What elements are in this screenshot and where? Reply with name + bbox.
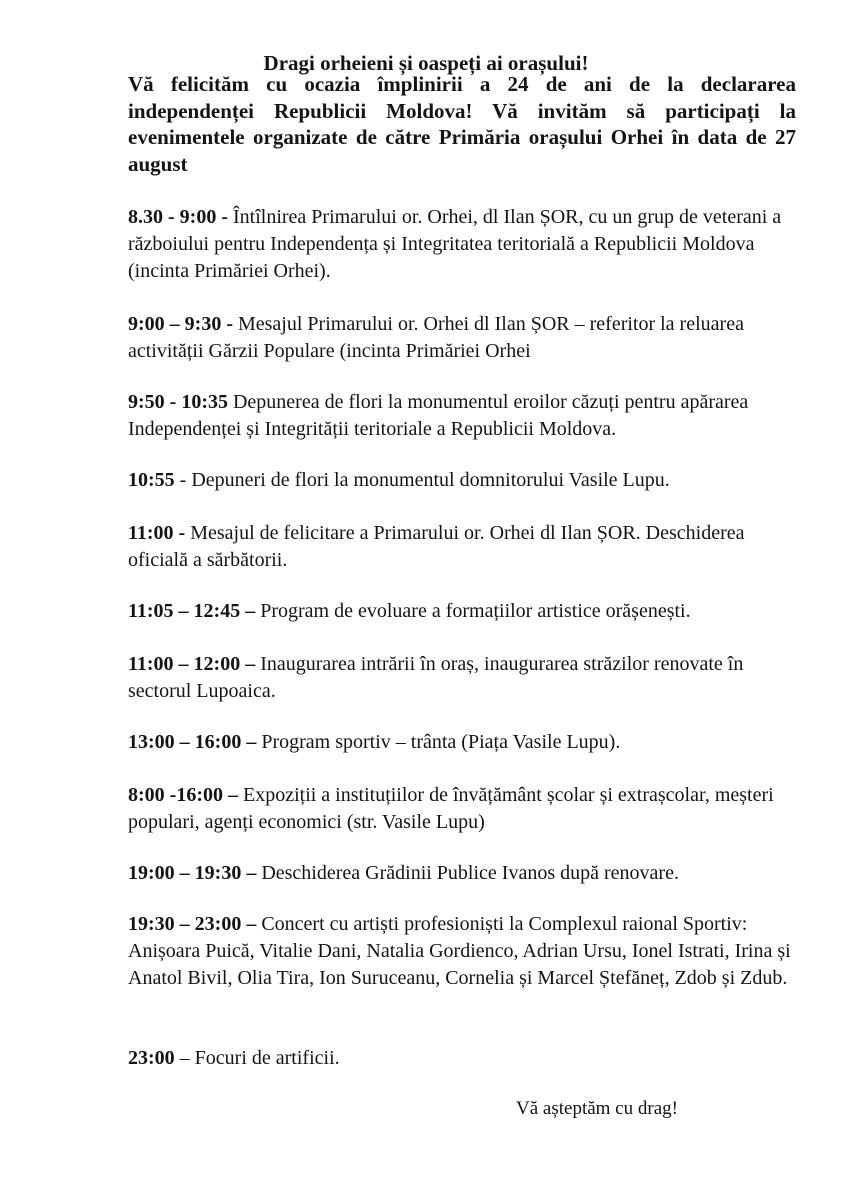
schedule-item [128,598,808,625]
event-description: – Focuri de artificii. [174,1047,340,1069]
event-time: 23:00 [128,1047,175,1069]
schedule-item [128,911,808,992]
event-description: Mesajul de felicitare a Primarului or. Orhei dl Ilan ȘOR. Deschiderea oficială a sărbătorii. [128,522,745,571]
event-time: 19:30 – 23:00 – [128,913,257,935]
schedule-item [128,860,808,887]
schedule-item [128,1045,808,1072]
greeting-heading: Dragi orheieni și oaspeți ai orașului! [263,51,589,75]
event-time: 8.30 - 9:00 - [128,206,228,228]
event-time: 11:00 – 12:00 – [128,653,256,675]
event-time: 10:55 [128,469,175,491]
closing-line: Vă așteptăm cu drag! [516,1098,678,1119]
event-description: Deschiderea Grădinii Publice Ivanos după renovare. [256,862,679,884]
event-description: Program sportiv – trânta (Piața Vasile Lupu). [256,731,621,753]
schedule-item [128,651,808,705]
event-description: Depunerea de flori la monumentul eroilor căzuți pentru apărarea Independenței și Integrității teritoriale a Republicii Moldova. [128,391,749,440]
event-time: 19:00 – 19:30 – [128,862,257,884]
schedule-item [128,467,808,494]
schedule-item [128,520,808,574]
intro-paragraph: Vă felicităm cu ocazia împlinirii a 24 de ani de la declararea independenței Republicii Moldova! Vă invităm să participați la evenimentele organizate de către Primăria orașului Orhei în data de 27 august [128,72,796,176]
schedule-item [128,782,808,836]
event-time: 11:00 - [128,522,186,544]
schedule-item [128,729,808,756]
event-description: Mesajul Primarului or. Orhei dl Ilan ȘOR – referitor la reluarea activității Gărzii Populare (incinta Primăriei Orhei [128,313,744,362]
event-time: 11:05 – 12:45 – [128,600,256,622]
schedule-item [128,389,808,443]
event-time: 9:00 – 9:30 - [128,313,233,335]
schedule-item [128,204,808,285]
event-description: Întîlnirea Primarului or. Orhei, dl Ilan ȘOR, cu un grup de veterani a războiului pentru Independența și Integritatea teritorială a Republicii Moldova (incinta Primăriei Orhei). [128,206,782,282]
event-description: Expoziții a instituțiilor de învățământ școlar și extrașcolar, meșteri populari, agenți economici (str. Vasile Lupu) [128,784,774,833]
event-description: Concert cu artiști profesioniști la Complexul raional Sportiv: Anișoara Puică, Vitalie Dani, Natalia Gordienco, Adrian Ursu, Ionel Istrati, Irina și Anatol Bivil, Olia Tira, Ion Suruceanu, Cornelia și Marcel Ștefăneț, Zdob și Zdub. [128,913,791,989]
event-description: Inaugurarea intrării în oraș, inaugurarea străzilor renovate în sectorul Lupoaica. [128,653,744,702]
schedule-item [128,311,808,365]
event-time: 9:50 - 10:35 [128,391,228,413]
event-time: 8:00 -16:00 – [128,784,238,806]
event-time: 13:00 – 16:00 – [128,731,257,753]
event-description: Program de evoluare a formațiilor artistice orășenești. [255,600,691,622]
event-description: - Depuneri de flori la monumentul domnitorului Vasile Lupu. [174,469,670,491]
